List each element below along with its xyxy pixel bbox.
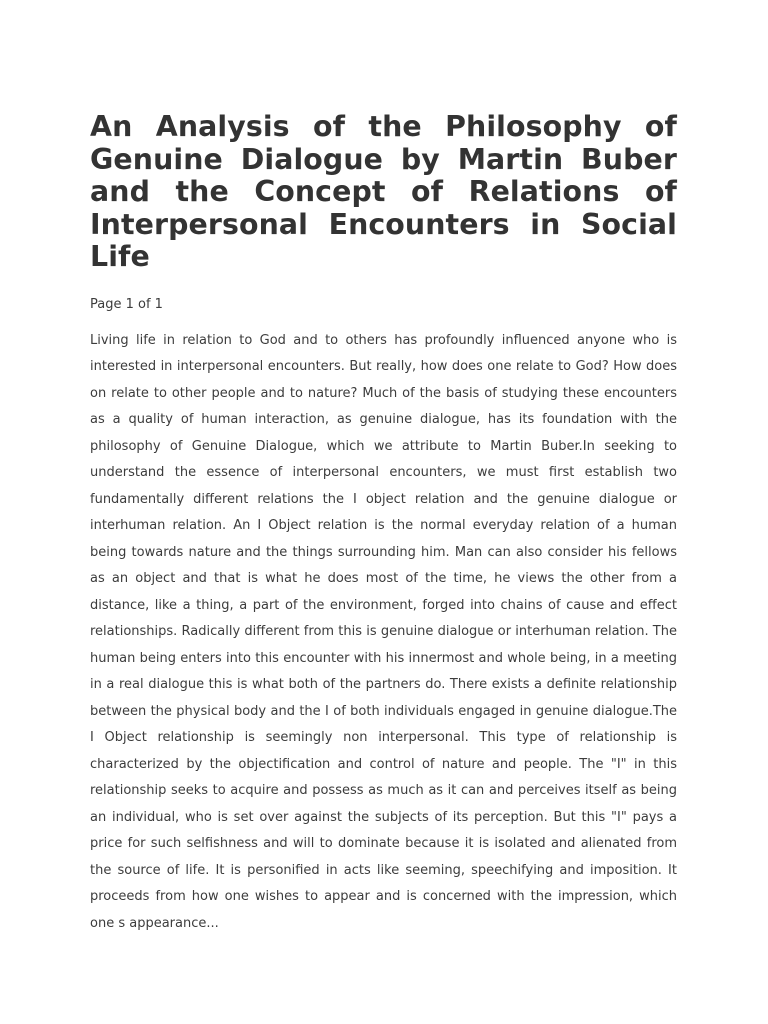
- page-indicator: Page 1 of 1: [90, 296, 163, 312]
- document-title: An Analysis of the Philosophy of Genuine Dialogue by Martin Buber and the Concept of Relations of Interpersonal Encounters in Social Life: [90, 110, 677, 274]
- body-paragraph: Living life in relation to God and to others has profoundly influenced anyone who is interested in interpersonal encounters. But really, how does one relate to God? How does on relate to other people and to nature? Much of the basis of studying these encounters as a quality of human interaction, as genuine dialogue, has its foundation with the philosophy of Genuine Dialogue, which we attribute to Martin Buber.In seeking to understand the essence of interpersonal encounters, we must first establish two fundamentally different relations the I object relation and the genuine dialogue or interhuman relation. An I Object relation is the normal everyday relation of a human being towards nature and the things surrounding him. Man can also consider his fellows as an object and that is what he does most of the time, he views the other from a distance, like a thing, a part of the environment, forged into chains of cause and effect relationships. Radically different from this is genuine dialogue or interhuman relation. The human being enters into this encounter with his innermost and whole being, in a meeting in a real dialogue this is what both of the partners do. There exists a definite relationship between the physical body and the I of both individuals engaged in genuine dialogue.The I Object relationship is seemingly non interpersonal. This type of relationship is characterized by the objectification and control of nature and people. The "I" in this relationship seeks to acquire and possess as much as it can and perceives itself as being an individual, who is set over against the subjects of its perception. But this "I" pays a price for such selfishness and will to dominate because it is isolated and alienated from the source of life. It is personified in acts like seeming, speechifying and imposition. It proceeds from how one wishes to appear and is concerned with the impression, which one s appearance...: [90, 332, 677, 931]
- document-page: [90, 111, 677, 937]
